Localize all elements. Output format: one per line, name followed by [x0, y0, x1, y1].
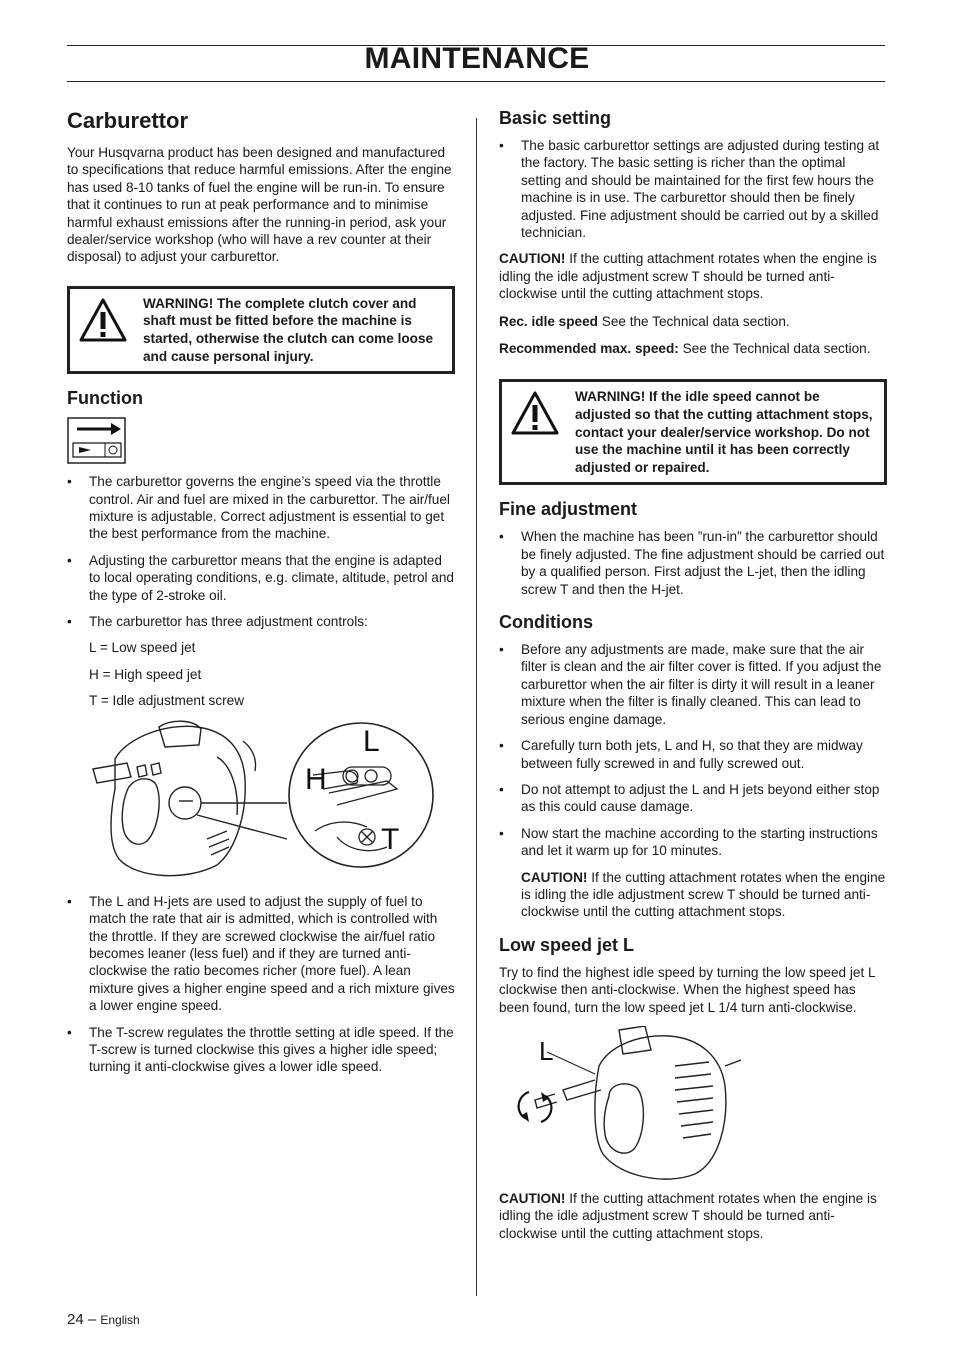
footer-language: English [100, 1313, 140, 1327]
label-t: T [381, 822, 400, 856]
list-item: • Now start the machine according to the starting instructions and let it warm up for 10 minutes. [499, 825, 887, 860]
right-column [499, 100, 887, 1252]
conditions-list [499, 641, 887, 859]
conditions-heading: Conditions [499, 612, 593, 633]
service-symbol-icon [67, 417, 127, 465]
carburettor-intro: Your Husqvarna product has been designed and manufactured to specifications that reduce harmful emissions. After the engine has used 8-10 tanks of fuel the engine will be run-in. To ensure that it continues to run at peak performance and to minimise harmful exhaust emissions after the running-in period, ask your dealer/service workshop (who will have a rev counter at their disposal) to adjust your carburettor. [67, 145, 452, 265]
idle-warning-text: WARNING! If the idle speed cannot be adjusted so that the cutting attachment stops, contact your dealer/service workshop. Do not use the machine until it has been correctly adjusted or repaired. [575, 389, 873, 475]
basic-setting-heading: Basic setting [499, 108, 612, 128]
warning-triangle-icon [78, 297, 128, 343]
rec-max-label: Recommended max. speed: [499, 341, 679, 357]
function-list [67, 473, 455, 630]
list-item: • The basic carburettor settings are adjusted during testing at the factory. The basic setting is richer than the optimal setting and should be maintained for the first few hours the machine is in use. The carburettor should then be finely adjusted. Fine adjustment should be carried out by a skilled technician. [499, 137, 887, 241]
jets-list [67, 893, 455, 1076]
clutch-warning-box [67, 286, 455, 374]
list-item: • When the machine has been ”run-in” the carburettor should be finely adjusted. The fine adjustment should be carried out by a qualified person. First adjust the L-jet, then the idling screw T and then the H-jet. [499, 528, 887, 598]
title-rule [67, 81, 885, 82]
list-item: • The L and H-jets are used to adjust the supply of fuel to match the rate that air is admitted, which is controlled with the throttle. If they are screwed clockwise the air/fuel ratio becomes leaner (less fuel) and if they are turned anti-clockwise the ratio becomes richer (more fuel). A lean mixture gives a higher engine speed and a rich mixture gives a lower engine speed. [67, 893, 455, 1015]
rec-idle-paragraph [499, 313, 887, 330]
list-item: • Before any adjustments are made, make sure that the air filter is clean and the air filter cover is fitted. If you adjust the carburettor when the air filter is dirty it will result in a leaner mixture when the filter is finally cleaned. This can lead to serious engine damage. [499, 641, 887, 728]
list-item: • The carburettor governs the engine’s speed via the throttle control. Air and fuel are mixed in the carburettor. The air/fuel mixture is adjustable. Correct adjustment is essential to get the best performance from the machine. [67, 473, 455, 543]
list-item: • Carefully turn both jets, L and H, so that they are midway between fully screwed in and fully screwed out. [499, 737, 887, 772]
warning-triangle-icon [510, 390, 560, 436]
list-item: • Adjusting the carburettor means that the engine is adapted to local operating conditions, e.g. climate, altitude, petrol and the type of 2-stroke oil. [67, 552, 455, 604]
list-item: • The T-screw regulates the throttle setting at idle speed. If the T-screw is turned clockwise this gives a higher idle speed; turning it anti-clockwise gives a lower idle speed. [67, 1024, 455, 1076]
fine-adjustment-list [499, 528, 887, 598]
function-heading: Function [67, 388, 143, 409]
rec-max-paragraph [499, 340, 887, 357]
column-divider [476, 118, 477, 1296]
carburettor-heading: Carburettor [67, 108, 189, 133]
basic-setting-list [499, 137, 887, 241]
page-footer [67, 1311, 140, 1328]
caution-label: CAUTION! [499, 251, 566, 267]
label-l: L [363, 724, 380, 758]
page-number: 24 – [67, 1311, 97, 1328]
low-speed-jet-illustration [499, 1026, 887, 1182]
left-column [67, 100, 455, 1085]
fine-adjustment-heading: Fine adjustment [499, 499, 638, 520]
idle-warning-box [499, 379, 887, 485]
rec-idle-text: See the Technical data section. [597, 313, 790, 329]
label-l: L [539, 1035, 554, 1066]
carburettor-jets-illustration [67, 719, 455, 883]
caution-paragraph [499, 250, 887, 302]
low-speed-jet-text: Try to find the highest idle speed by turning the low speed jet L clockwise then anti-clockwise. When the highest speed has been found, turn the low speed jet L 1/4 turn anti-clockwise. [499, 964, 876, 1015]
page-title: MAINTENANCE [364, 42, 590, 75]
control-t: T = Idle adjustment screw [89, 693, 245, 709]
caution-text: If the cutting attachment rotates when the engine is idling the idle adjustment screw T should be turned anti-clockwise until the cutting attachment stops. [521, 869, 886, 920]
label-h: H [305, 762, 327, 796]
caution-text: If the cutting attachment rotates when the engine is idling the idle adjustment screw T should be turned anti-clockwise until the cutting attachment stops. [499, 1190, 877, 1241]
clutch-warning-text: WARNING! The complete clutch cover and shaft must be fitted before the machine is started, otherwise the clutch can come loose and cause personal injury. [143, 295, 434, 364]
caution-text: If the cutting attachment rotates when the engine is idling the idle adjustment screw T should be turned anti-clockwise until the cutting attachment stops. [499, 251, 877, 302]
control-l: L = Low speed jet [89, 640, 196, 656]
caution-label: CAUTION! [499, 1190, 566, 1206]
rec-idle-label: Rec. idle speed [499, 313, 598, 329]
control-h: H = High speed jet [89, 666, 202, 682]
list-item: • Do not attempt to adjust the L and H jets beyond either stop as this could cause damage. [499, 781, 887, 816]
caution-label: CAUTION! [521, 869, 588, 885]
rec-max-text: See the Technical data section. [678, 341, 871, 357]
list-item: • The carburettor has three adjustment controls: [67, 613, 455, 630]
low-speed-jet-heading: Low speed jet L [499, 934, 635, 955]
final-caution-paragraph [499, 1190, 887, 1242]
conditions-caution [499, 869, 887, 921]
